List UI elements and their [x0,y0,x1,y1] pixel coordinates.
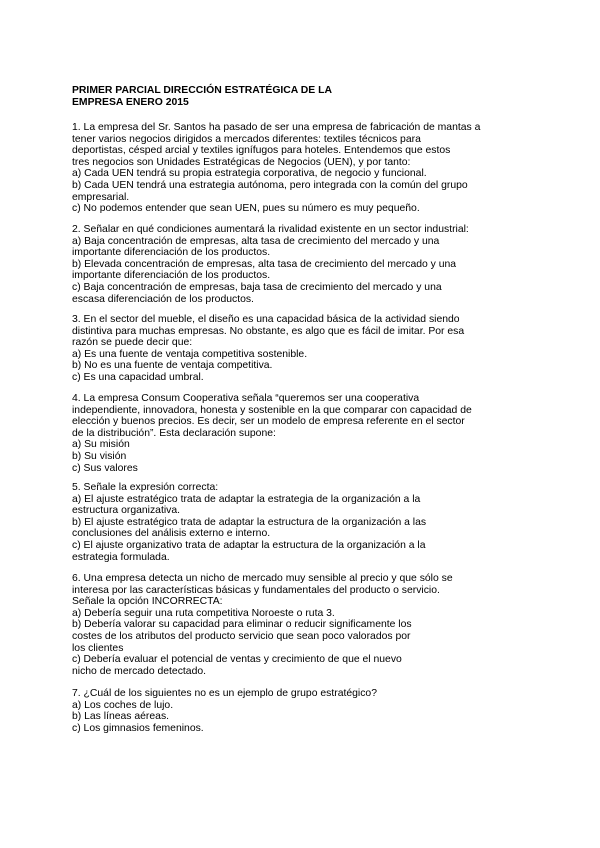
option-line: c) Los gimnasios femeninos. [72,722,204,734]
question-line: 2. Señalar en qué condiciones aumentará la rivalidad existente en un sector industrial: [72,224,469,235]
question-line: 4. La empresa Consum Cooperativa señala “queremos ser una cooperativa [72,393,420,404]
exam-title [72,85,532,109]
option-line: b) Su visión [72,450,127,462]
option-line: empresarial. [72,191,130,203]
question-line: 1. La empresa del Sr. Santos ha pasado de ser una empresa de fabricación de mantas a [72,122,481,133]
option-line: a) Debería seguir una ruta competitiva Noroeste o ruta 3. [72,607,335,619]
question-6 [72,573,542,677]
option-line: c) No podemos entender que sean UEN, pues su número es muy pequeño. [72,203,420,215]
question-line: 5. Señale la expresión correcta: [72,482,219,493]
question-line: tres negocios son Unidades Estratégicas de Negocios (UEN), y por tanto: [72,156,411,168]
question-line: 6. Una empresa detecta un nicho de mercado muy sensible al precio y que sólo se [72,573,453,584]
title-line: EMPRESA ENERO 2015 [72,97,189,108]
question-line: 7. ¿Cuál de los siguientes no es un ejemplo de grupo estratégico? [72,688,377,699]
question-line: razón se puede decir que: [72,337,193,349]
question-line: deportistas, césped arcial y textiles ignífugos para hoteles. Entendemos que estos [72,145,451,157]
option-line: b) Elevada concentración de empresas, alta tasa de crecimiento del mercado y una [72,258,457,270]
option-line: los clientes [72,642,124,654]
question-line: elección y buenos precios. Es decir, ser un modelo de empresa referente en el sector [72,416,465,428]
question-line: tener varios negocios dirigidos a mercados diferentes: textiles técnicos para [72,133,421,145]
option-line: nicho de mercado detectado. [72,665,207,677]
question-line: de la distribución”. Esta declaración supone: [72,427,276,439]
option-line: b) Cada UEN tendrá una estrategia autónoma, pero integrada con la común del grupo [72,179,468,191]
option-line: b) Las líneas aéreas. [72,711,170,723]
option-line: conclusiones del análisis externo e interno. [72,528,271,540]
option-line: b) El ajuste estratégico trata de adaptar la estructura de la organización a las [72,516,427,528]
option-line: a) Cada UEN tendrá su propia estrategia corporativa, de negocio y funcional. [72,168,427,180]
question-5 [72,482,542,563]
option-line: a) El ajuste estratégico trata de adaptar la estrategia de la organización a la [72,493,421,505]
option-line: a) Es una fuente de ventaja competitiva sostenible. [72,348,308,360]
option-line: c) Es una capacidad umbral. [72,371,204,383]
option-line: a) Los coches de lujo. [72,699,174,711]
option-line: estructura organizativa. [72,505,181,517]
question-line: 3. En el sector del mueble, el diseño es una capacidad básica de la actividad siendo [72,314,460,325]
question-line: distintiva para muchas empresas. No obstante, es algo que es fácil de imitar. Por esa [72,325,465,337]
question-2 [72,224,542,305]
option-line: estrategia formulada. [72,551,170,563]
option-line: c) Debería evaluar el potencial de ventas y crecimiento de que el nuevo [72,654,402,666]
option-line: importante diferenciación de los productos. [72,247,271,259]
option-line: c) Baja concentración de empresas, baja tasa de crecimiento del mercado y una [72,281,442,293]
question-line: Señale la opción INCORRECTA: [72,596,223,608]
question-3 [72,314,542,384]
option-line: b) Debería valorar su capacidad para eliminar o reducir significamente los [72,619,412,631]
question-1 [72,122,542,215]
title-line: PRIMER PARCIAL DIRECCIÓN ESTRATÉGICA DE LA [72,85,332,96]
option-line: importante diferenciación de los productos. [72,270,271,282]
option-line: c) Sus valores [72,462,138,474]
option-line: costes de los atributos del producto servicio que sean poco valorados por [72,630,411,642]
question-7 [72,688,542,734]
question-line: interesa por las características básicas y fundamentales del producto o servicio. [72,584,440,596]
option-line: a) Su misión [72,439,130,451]
question-4 [72,393,542,474]
option-line: escasa diferenciación de los productos. [72,293,254,305]
question-line: independiente, innovadora, honesta y sostenible en la que comparar con capacidad de [72,404,472,416]
option-line: c) El ajuste organizativo trata de adaptar la estructura de la organización a la [72,539,426,551]
option-line: a) Baja concentración de empresas, alta tasa de crecimiento del mercado y una [72,235,440,247]
option-line: b) No es una fuente de ventaja competitiva. [72,360,273,372]
